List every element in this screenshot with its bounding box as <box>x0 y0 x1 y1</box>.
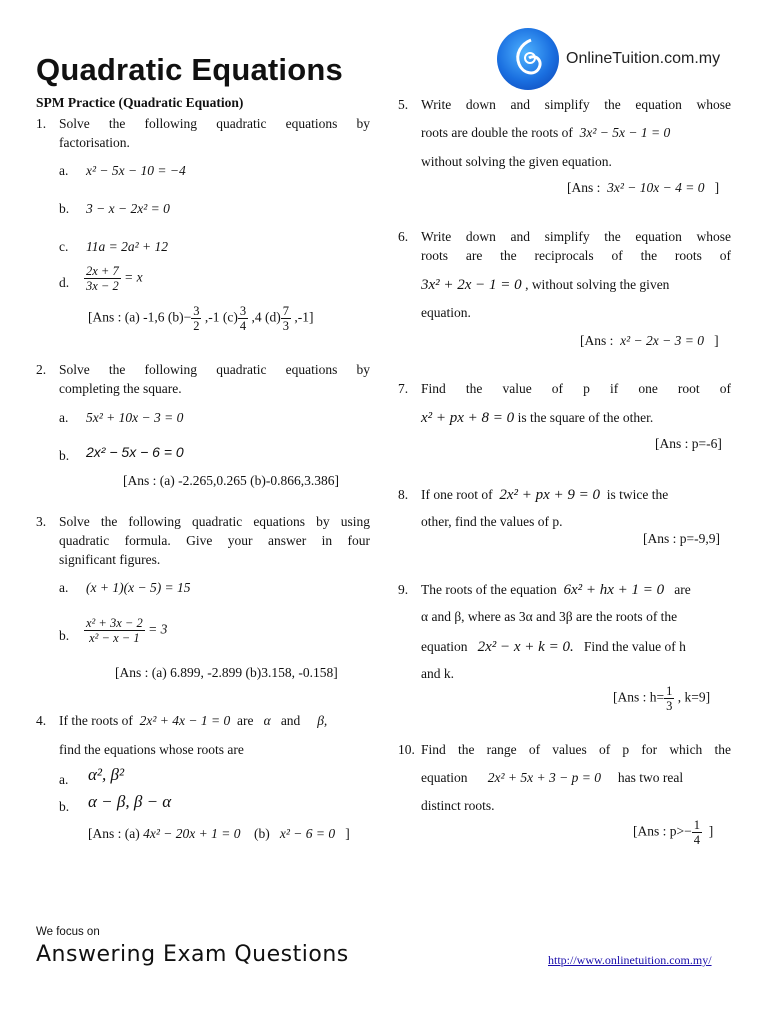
q4-b-label: b. <box>59 799 70 814</box>
q1-line1: Solve the following quadratic equations by <box>59 116 370 131</box>
q8-line1-eq: 2x² + px + 9 = 0 <box>499 487 601 503</box>
q1-c-eq: 11a = 2a² + 12 <box>86 239 169 254</box>
q4-number: 4. <box>36 713 47 728</box>
q3-line2: quadratic formula. Give your answer in four <box>59 533 370 548</box>
q8-line1-pre: If one root of <box>421 487 493 502</box>
q1-a-eq: x² − 5x − 10 = −4 <box>86 163 186 178</box>
q10-ans-end: ] <box>708 823 714 839</box>
q10-line1: Find the range of values of p for which the <box>421 742 731 757</box>
q5-ans-end: ] <box>714 180 720 195</box>
q1-d-den: 3x − 2 <box>86 279 119 293</box>
q10-line3: distinct roots. <box>421 798 495 813</box>
q5-line3: without solving the given equation. <box>421 154 612 169</box>
q9-line4: and k. <box>421 666 454 681</box>
q1-ans-mid1: ,-1 (c) <box>204 309 238 325</box>
q7-line1: Find the value of p if one root of <box>421 381 731 396</box>
q4-and: and <box>280 713 301 728</box>
website-link[interactable]: http://www.onlinetuition.com.my/ <box>548 953 712 967</box>
q3-b-label: b. <box>59 628 70 643</box>
q8-line2: other, find the values of p. <box>421 514 563 529</box>
q9-line3 <box>421 637 731 657</box>
q4-b-eq: α − β, β − α <box>88 792 172 811</box>
q9-answer <box>613 684 710 713</box>
q1-d-eq <box>84 264 143 293</box>
q1-b-label: b. <box>59 201 70 216</box>
q9-ans-pre: [Ans : h= <box>613 689 665 705</box>
q4-ans-b: x² − 6 = 0 <box>279 826 336 841</box>
q9-ans-f-den: 3 <box>666 699 673 713</box>
q7-line2 <box>421 408 653 428</box>
q5-line2-pre: roots are double the roots of <box>421 125 573 140</box>
q3-line1: Solve the following quadratic equations by using <box>59 514 370 529</box>
footer-tagline: We focus on <box>36 926 100 938</box>
q4-ans-end: ] <box>345 826 350 841</box>
q10-answer <box>633 818 713 847</box>
q1-ans-f1-den: 2 <box>193 319 200 333</box>
q3-a-label: a. <box>59 580 69 595</box>
q4-line1-eq: 2x² + 4x − 1 = 0 <box>139 713 231 728</box>
q5-line1: Write down and simplify the equation whose <box>421 97 731 112</box>
q10-ans-f-num: 1 <box>693 818 700 832</box>
q1-ans-mid2: ,4 (d) <box>251 309 281 325</box>
q1-ans-f3-den: 3 <box>282 319 289 333</box>
q1-answer <box>88 304 313 333</box>
q5-answer <box>567 180 719 196</box>
page-title: Quadratic Equations <box>36 52 343 87</box>
q2-b-label: b. <box>59 448 70 463</box>
q5-ans-pre: [Ans : <box>567 180 601 195</box>
q6-line4: equation. <box>421 305 471 320</box>
q9-line1-eq: 6x² + hx + 1 = 0 <box>563 582 665 598</box>
footer-slogan: Answering Exam Questions <box>36 942 349 967</box>
q4-a-label: a. <box>59 772 69 787</box>
q4-a-eq: α², β² <box>88 765 125 784</box>
q2-line2: completing the square. <box>59 381 182 396</box>
q10-line2 <box>421 768 731 787</box>
q2-a-eq: 5x² + 10x − 3 = 0 <box>86 410 184 425</box>
q1-b-eq: 3 − x − 2x² = 0 <box>86 201 170 216</box>
q10-line2-pre: equation <box>421 770 468 785</box>
q6-number: 6. <box>398 229 409 244</box>
q6-ans-pre: [Ans : <box>580 333 614 348</box>
q1-ans-end: ,-1] <box>294 309 314 325</box>
q6-answer <box>580 333 719 349</box>
q7-number: 7. <box>398 381 409 396</box>
q9-ans-f-num: 1 <box>666 684 673 698</box>
q3-line3: significant figures. <box>59 552 161 567</box>
q3-answer: [Ans : (a) 6.899, -2.899 (b)3.158, -0.158] <box>115 665 338 680</box>
q3-a-eq: (x + 1)(x − 5) = 15 <box>86 580 191 595</box>
q4-answer <box>88 826 350 842</box>
q4-line1 <box>59 711 370 730</box>
q2-a-label: a. <box>59 410 69 425</box>
q4-line1-pre: If the roots of <box>59 713 133 728</box>
q1-line2: factorisation. <box>59 135 130 150</box>
q5-line2-eq: 3x² − 5x − 1 = 0 <box>579 125 671 140</box>
q1-c-label: c. <box>59 239 69 254</box>
subheading: SPM Practice (Quadratic Equation) <box>36 95 244 110</box>
q3-b-den: x² − x − 1 <box>89 631 140 645</box>
q9-ans-end: , k=9] <box>677 689 711 705</box>
q9-line3-eq: 2x² − x + k = 0. <box>477 639 574 655</box>
q1-number: 1. <box>36 116 47 131</box>
q9-line3-post: Find the value of h <box>583 639 686 654</box>
q1-ans-f1-num: 3 <box>193 304 200 318</box>
q1-ans-pre: [Ans : (a) -1,6 (b)− <box>88 309 192 325</box>
q8-number: 8. <box>398 487 409 502</box>
q7-line2-eq: x² + px + 8 = 0 <box>421 410 515 426</box>
q4-ans-a: 4x² − 20x + 1 = 0 <box>143 826 241 841</box>
q8-line1-post: is twice the <box>606 487 669 502</box>
q3-b-eq <box>84 616 167 645</box>
q6-ans-eq: x² − 2x − 3 = 0 <box>620 333 704 348</box>
q9-line1-post: are <box>674 582 691 597</box>
q1-d-rhs: = x <box>124 269 143 285</box>
q6-line2: roots are the reciprocals of the roots of <box>421 248 731 263</box>
q7-line2-post: is the square of the other. <box>517 410 654 425</box>
q10-ans-pre: [Ans : p>− <box>633 823 692 839</box>
q10-line2-post: has two real <box>617 770 684 785</box>
q4-line1-post: are <box>236 713 254 728</box>
q4-alpha: α <box>263 713 271 728</box>
q4-ans-mid: (b) <box>253 826 270 841</box>
q6-line3 <box>421 275 731 295</box>
q1-d-label: d. <box>59 275 70 290</box>
q2-number: 2. <box>36 362 47 377</box>
q2-line1: Solve the following quadratic equations by <box>59 362 370 377</box>
q8-answer: [Ans : p=-9,9] <box>643 531 720 546</box>
q4-ans-pre: [Ans : (a) <box>88 826 140 841</box>
q3-b-num: x² + 3x − 2 <box>86 616 143 630</box>
q10-line2-eq: 2x² + 5x + 3 − p = 0 <box>487 770 601 785</box>
q3-b-rhs: = 3 <box>148 621 168 637</box>
logo-icon <box>497 28 559 90</box>
q5-number: 5. <box>398 97 409 112</box>
q1-ans-f2-num: 3 <box>239 304 247 318</box>
q8-line1 <box>421 485 731 505</box>
q7-answer: [Ans : p=-6] <box>655 436 722 451</box>
q2-answer: [Ans : (a) -2.265,0.265 (b)-0.866,3.386] <box>123 473 339 488</box>
q10-number: 10. <box>398 742 415 757</box>
q6-line1: Write down and simplify the equation whose <box>421 229 731 244</box>
q5-line2 <box>421 123 731 142</box>
q9-line1 <box>421 580 731 600</box>
brand-name: OnlineTuition.com.my <box>566 50 721 67</box>
q9-line3-pre: equation <box>421 639 468 654</box>
q6-line3-post: , without solving the given <box>525 277 670 292</box>
q3-number: 3. <box>36 514 47 529</box>
q1-a-label: a. <box>59 163 69 178</box>
q1-ans-f3-num: 7 <box>282 304 289 318</box>
q5-ans-eq: 3x² − 10x − 4 = 0 <box>607 180 705 195</box>
q9-number: 9. <box>398 582 409 597</box>
q10-ans-f-den: 4 <box>693 833 700 847</box>
q9-line1-pre: The roots of the equation <box>421 582 557 597</box>
q9-line2: α and β, where as 3α and 3β are the roots of the <box>421 609 678 624</box>
q1-d-num: 2x + 7 <box>86 264 119 278</box>
q4-line2: find the equations whose roots are <box>59 742 244 757</box>
q2-b-eq: 2x² − 5x − 6 = 0 <box>86 444 184 460</box>
q6-line3-eq: 3x² + 2x − 1 = 0 <box>421 277 522 293</box>
q1-ans-f2-den: 4 <box>239 319 247 333</box>
q6-ans-end: ] <box>714 333 719 348</box>
q4-beta: β, <box>317 713 328 728</box>
